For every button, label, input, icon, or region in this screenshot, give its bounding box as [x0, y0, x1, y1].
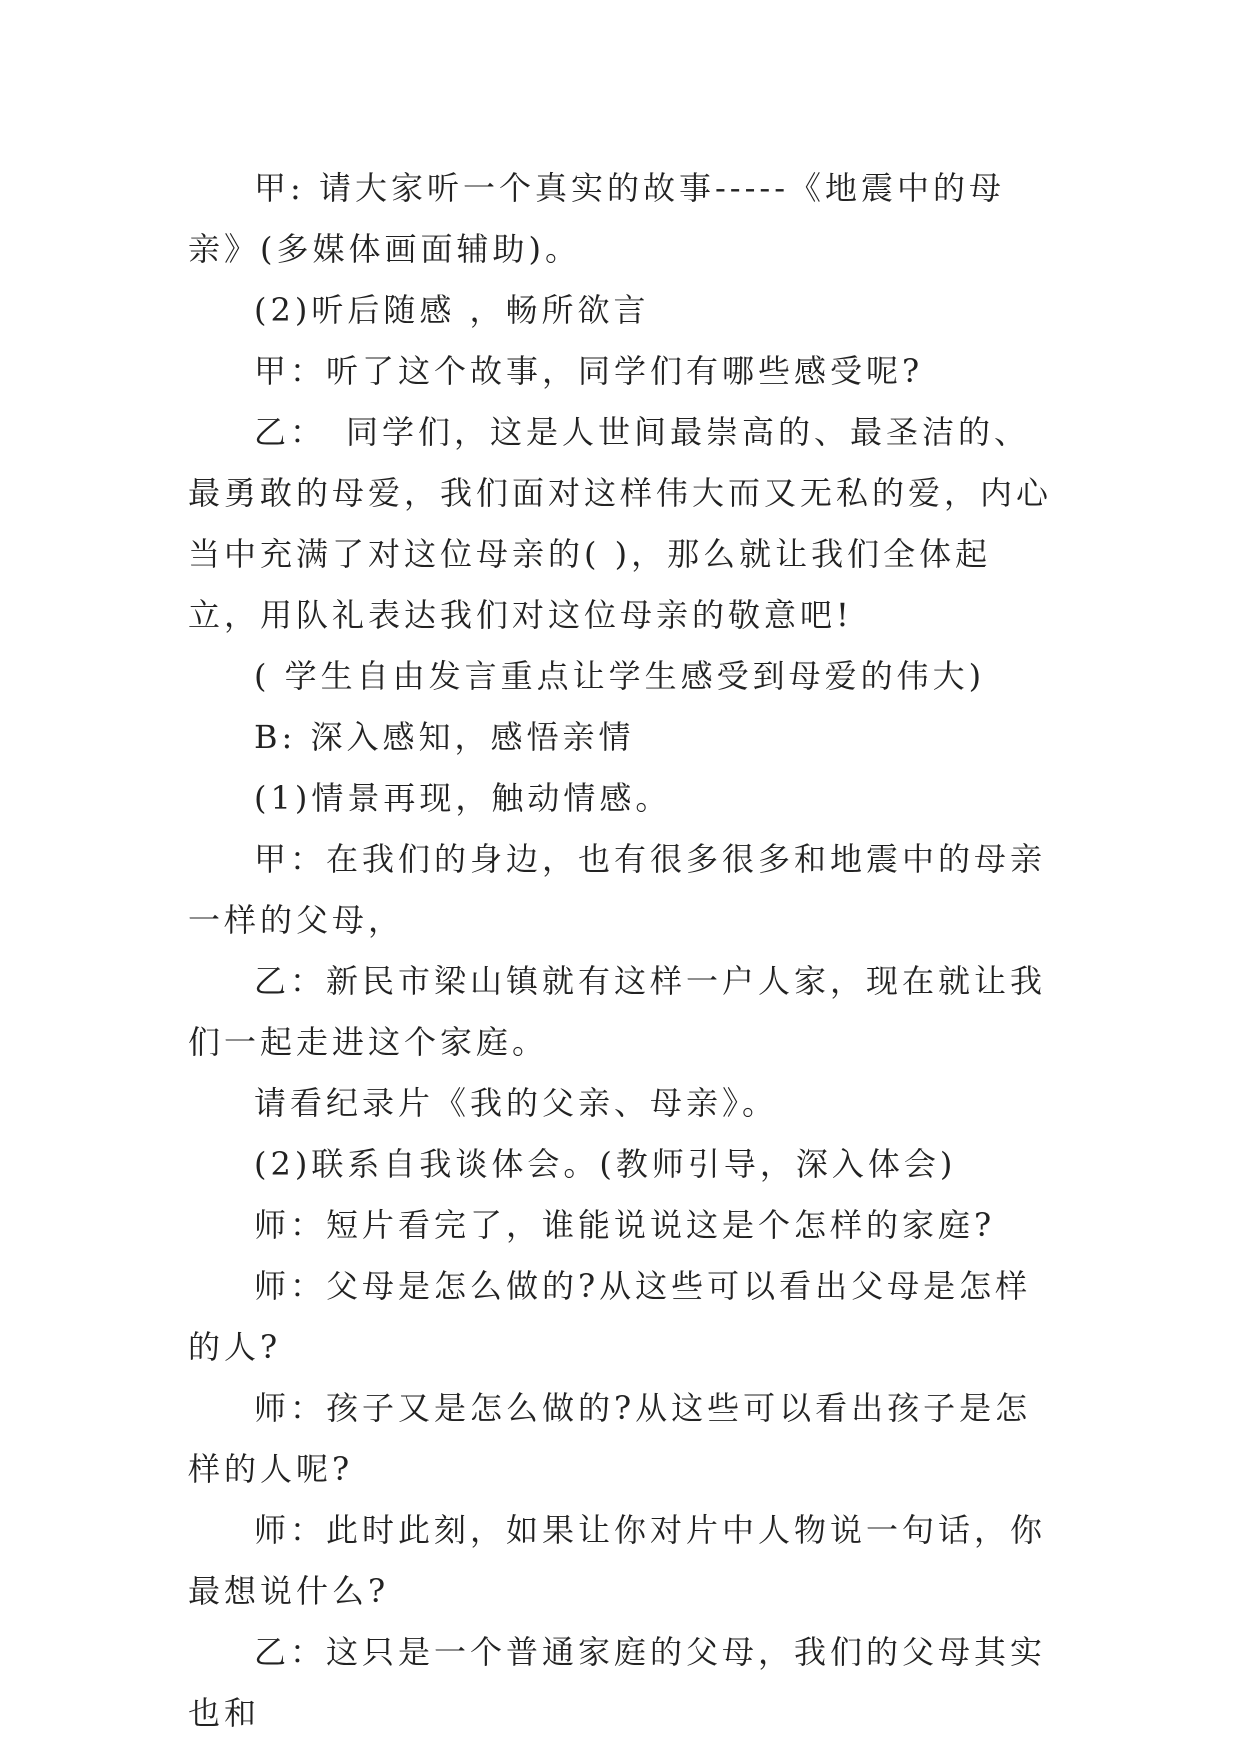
paragraph-student-speech: ( 学生自由发言重点让学生感受到母爱的伟大) [254, 657, 986, 695]
paragraph-teacher-q2: 师：父母是怎么做的?从这些可以看出父母是怎样的人? [188, 1267, 1032, 1366]
paragraph-family-intro: 乙：新民市梁山镇就有这样一户人家，现在就让我们一起走进这个家庭。 [188, 962, 1047, 1061]
document-body [188, 158, 1053, 1744]
paragraph-listen-feelings: (2)听后随感 ，畅所欲言 [254, 291, 650, 329]
paragraph-scene-reproduce: (1)情景再现，触动情感。 [254, 779, 672, 817]
paragraph-ordinary-family: 乙：这只是一个普通家庭的父母，我们的父母其实也和 [188, 1633, 1047, 1732]
paragraph-parents-around: 甲：在我们的身边，也有很多很多和地震中的母亲一样的父母， [188, 840, 1047, 939]
paragraph-self-reflection: (2)联系自我谈体会。(教师引导，深入体会) [254, 1145, 957, 1183]
paragraph-teacher-q3: 师：孩子又是怎么做的?从这些可以看出孩子是怎样的人呢? [188, 1389, 1032, 1488]
paragraph-story-intro: 甲: 请大家听一个真实的故事-----《地震中的母亲》(多媒体画面辅助)。 [188, 169, 1006, 268]
paragraph-mother-love: 乙： 同学们，这是人世间最崇高的、最圣洁的、最勇敢的母爱，我们面对这样伟大而又无私的爱，内心当中充满了对这位母亲的( )，那么就让我们全体起立，用队礼表达我们对这位母亲的敬意吧! [188, 413, 1053, 634]
paragraph-documentary: 请看纪录片《我的父亲、母亲》。 [254, 1084, 779, 1122]
paragraph-section-b: B: 深入感知，感悟亲情 [254, 718, 635, 756]
paragraph-question-feelings: 甲：听了这个故事，同学们有哪些感受呢? [254, 352, 924, 390]
paragraph-teacher-q4: 师：此时此刻，如果让你对片中人物说一句话，你最想说什么? [188, 1511, 1047, 1610]
paragraph-teacher-q1: 师：短片看完了，谁能说说这是个怎样的家庭? [254, 1206, 996, 1244]
